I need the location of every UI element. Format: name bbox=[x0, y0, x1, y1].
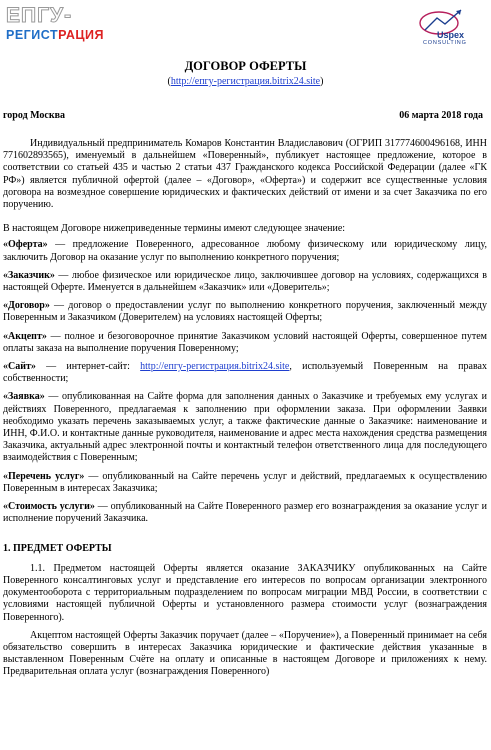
term-oferta: «Оферта» — предложение Поверенного, адресованное любому физическому или юридическому лицу, заключить Договор на оказание услуг по выполнению конкретного поручения; bbox=[3, 239, 487, 263]
term-service-cost: «Стоимость услуги» — опубликованный на Сайте Поверенного размер его вознаграждения за оказание услуг и исполнение поручений Заказчика. bbox=[3, 501, 487, 525]
uspex-logo bbox=[415, 6, 481, 48]
epgu-logo bbox=[6, 6, 116, 48]
site-link[interactable]: http://епгу-регистрация.bitrix24.site bbox=[170, 76, 321, 87]
doc-title: ДОГОВОР ОФЕРТЫ bbox=[184, 59, 307, 73]
logo-line1: ЕПГУ- bbox=[6, 4, 73, 27]
site-term-link[interactable]: http://епгу-регистрация.bitrix24.site bbox=[140, 361, 290, 373]
paragraph-1-1: 1.1. Предметом настоящей Оферты является оказание ЗАКАЗЧИКУ опубликованных на Сайте Поверенного консалтинговых услуг и представление его интересов по вопросам организации электронного документооборота с территориальным подразделением по вопросам миграции МВД России, в соответствии с условиями настоящей публичной Оферты и установленного размера стоимости услуг (вознаграждения Поверенного). bbox=[3, 562, 487, 623]
section-heading: 1. ПРЕДМЕТ ОФЕРТЫ bbox=[3, 543, 112, 555]
term-services-list: «Перечень услуг» — опубликованный на Сайте перечень услуг и действий, предлагаемых к осуществлению Поверенным в интересах Заказчика; bbox=[3, 470, 487, 494]
intro-paragraph: Индивидуальный предприниматель Комаров Константин Владиславович (ОГРИП 317774600496168, ИНН 771602893565), именуемый в дальнейшем «Поверенный», публикует настоящее предложение, которое в соответствии со статьей 435 и частью 2 статьи 437 Гражданского кодекса Российской Федерации (далее «ГК РФ») является публичной офертой (далее – «Договор», «Оферта») и содержит все существенные условия договора на возмездное совершение юридических и фактических действий от имени и за счет Заказчика по его поручению. bbox=[3, 138, 487, 211]
date: 06 марта 2018 года bbox=[399, 110, 483, 121]
paragraph-1-2: Акцептом настоящей Оферты Заказчик поручает (далее – «Поручение»), а Поверенный принимает на себя обязательство совершить в интересах Заказчика юридические и фактические действия указанные в выставленном Поверенным Счёте на оплату и описанные в настоящем Договоре и приложениях к нему. Предварительная оплата услуг (вознаграждения Поверенного) bbox=[3, 629, 487, 678]
document-body bbox=[3, 138, 487, 679]
city: город Москва bbox=[3, 110, 66, 121]
term-acceptance: «Акцепт» — полное и безоговорочное принятие Заказчиком условий настоящей Оферты, совершенное путем оплаты заказа на выполнение поручения Поверенному; bbox=[3, 330, 487, 354]
doc-subtitle: (http://епгу-регистрация.bitrix24.site) bbox=[167, 76, 324, 87]
term-request: «Заявка» — опубликованная на Сайте форма для заполнения данных о Заказчике и требуемых ему услугах и действиях Поверенного, предлагаемая к заполнению при оформлении заказа. При оформлении Заявки необходимо указать перечень заказываемых услуг, а также фактические данные о Заказчике: наименование и ИНН, Ф.И.О. и контактные данные руководителя, наименование и адрес места нахождения средства размещения Заказчика, актуальный адрес электронной почты и контактный телефон ответственного лица для последующего взаимодействия с Поверенным; bbox=[3, 391, 487, 464]
term-customer: «Заказчик» — любое физическое или юридическое лицо, заключившее договор на условиях, содержащихся в настоящей Оферте. Именуется в дальнейшем «Заказчик» или «Доверитель»; bbox=[3, 269, 487, 294]
term-contract: «Договор» — договор о предоставлении услуг по выполнению конкретного поручения, заключенный между Поверенным и Заказчиком (Доверителем) на условиях настоящей Оферты; bbox=[3, 300, 487, 324]
brand-name: Uspex bbox=[437, 30, 465, 40]
logo-line2: РЕГИСТРАЦИЯ bbox=[6, 28, 104, 42]
terms-intro: В настоящем Договоре нижеприведенные термины имеют следующее значение: bbox=[3, 223, 346, 235]
brand-sub: CONSULTING bbox=[423, 40, 467, 46]
term-site: «Сайт» — интернет-сайт: http://епгу-регистрация.bitrix24.site, используемый Поверенным на правах собственности; bbox=[3, 361, 487, 385]
